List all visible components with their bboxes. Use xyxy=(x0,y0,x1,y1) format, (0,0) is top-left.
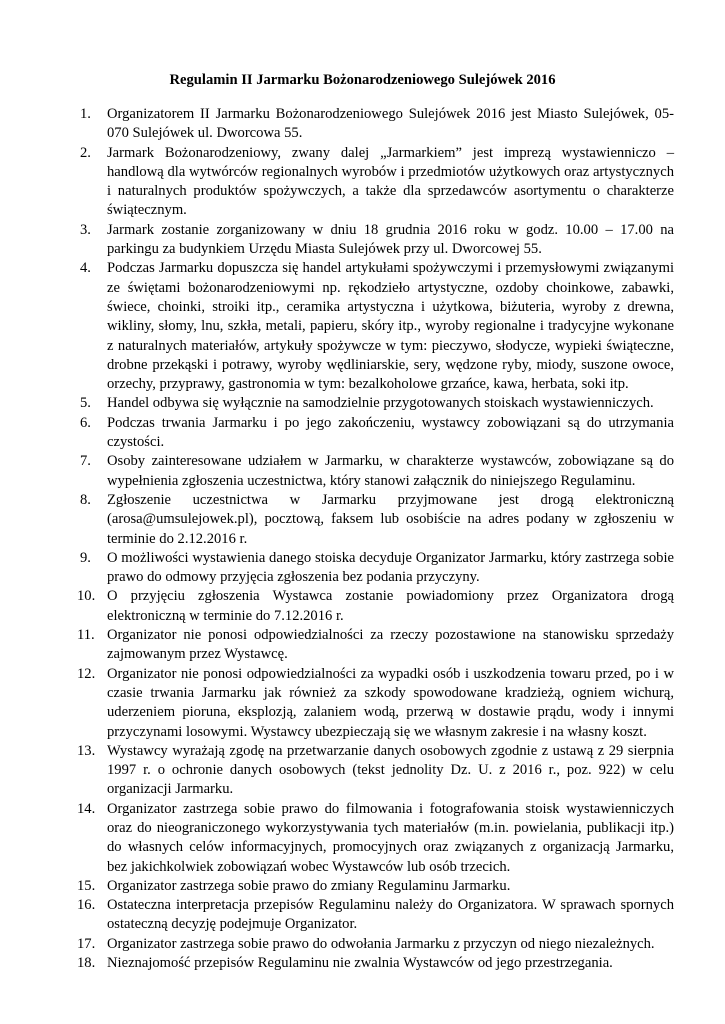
rule-item xyxy=(80,549,674,588)
rule-text: Zgłoszenie uczestnictwa w Jarmarku przyjmowane jest drogą elektroniczną (arosa@umsulejowek.pl), pocztową, faksem lub osobiście na adres podany w zgłoszeniu w terminie do 2.12.2016 r. xyxy=(107,491,674,547)
rules-list xyxy=(77,105,674,973)
rule-text: Jarmark Bożonarodzeniowy, zwany dalej „Jarmarkiem” jest imprezą wystawienniczo – handlową dla wytwórców regionalnych wyrobów i przedmiotów użytkowych oraz artystycznych i naturalnych produktów spożywczych, a także dla sprzedawców asortymentu o charakterze świątecznym. xyxy=(107,144,674,219)
rule-item xyxy=(77,742,674,800)
rule-text: Nieznajomość przepisów Regulaminu nie zwalnia Wystawców od jego przestrzegania. xyxy=(107,955,613,972)
rule-item xyxy=(77,954,674,973)
rule-item xyxy=(80,105,674,144)
rule-item xyxy=(80,144,674,221)
rule-number: 8. xyxy=(80,491,91,508)
document-title: Regulamin II Jarmarku Bożonarodzeniowego Sulejówek 2016 xyxy=(169,72,556,88)
rule-item xyxy=(77,877,674,896)
rule-item xyxy=(80,394,674,413)
rule-text: Osoby zainteresowane udziałem w Jarmarku, w charakterze wystawców, zobowiązane są do wypełnienia zgłoszenia uczestnictwa, który stanowi załącznik do niniejszego Regulaminu. xyxy=(107,453,674,489)
rule-number: 9. xyxy=(80,549,91,566)
rule-item xyxy=(77,896,674,935)
rule-text: Organizator zastrzega sobie prawo do zmiany Regulaminu Jarmarku. xyxy=(107,877,511,894)
rule-number: 16. xyxy=(77,897,96,914)
rule-number: 11. xyxy=(77,627,95,644)
rule-number: 15. xyxy=(77,877,96,894)
rule-number: 14. xyxy=(77,800,96,817)
rule-number: 3. xyxy=(80,221,91,238)
rule-number: 7. xyxy=(80,453,91,470)
rule-item xyxy=(80,452,674,491)
rule-text: Podczas trwania Jarmarku i po jego zakończeniu, wystawcy zobowiązani są do utrzymania czystości. xyxy=(107,414,674,451)
rule-text: Organizator zastrzega sobie prawo do filmowania i fotografowania stoisk wystawienniczych oraz do nieograniczonego wykorzystywania tych materiałów (m.in. powielania, publikacji itp.) do własnych celów informacyjnych, promocyjnych oraz związanych z organizacją Jarmarku, bez jakichkolwiek zobowiązań wobec Wystawców lub osób trzecich. xyxy=(107,800,674,875)
rule-item xyxy=(80,259,674,394)
rule-item xyxy=(77,665,674,742)
rule-text: Organizator nie ponosi odpowiedzialności za rzeczy pozostawione na stanowisku sprzedaży zajmowanym przez Wystawcę. xyxy=(107,627,674,663)
rule-number: 4. xyxy=(80,260,91,277)
rule-item xyxy=(77,800,674,877)
rule-number: 2. xyxy=(80,144,91,161)
rule-text: Ostateczna interpretacja przepisów Regulaminu należy do Organizatora. W sprawach spornych ostateczną decyzję podejmuje Organizator. xyxy=(107,897,674,933)
rule-text: Wystawcy wyrażają zgodę na przetwarzanie danych osobowych zgodnie z ustawą z 29 sierpnia 1997 r. o ochronie danych osobowych (tekst jednolity Dz. U. z 2016 r., poz. 922) w celu organizacji Jarmarku. xyxy=(107,742,674,798)
rule-text: Podczas Jarmarku dopuszcza się handel artykułami spożywczymi i przemysłowymi związanymi ze świętami bożonarodzeniowymi np. rękodzieło artystyczne, ozdoby choinkowe, zabawki, świece, choinki, stroiki itp., ceramika artystyczna i użytkowa, biżuteria, wyroby z drewna, wikliny, słomy, lnu, szkła, metali, papieru, skóry itp., wyroby regionalne i tradycyjne wykonane z naturalnych materiałów, artykuły spożywcze w tym: pieczywo, słodycze, wypieki świąteczne, drobne przekąski i potrawy, wyroby wędliniarskie, sery, wędzone ryby, miody, suszone owoce, orzechy, przyprawy, gastronomia w tym: bezalkoholowe grzańce, kawa, herbata, soki itp. xyxy=(107,260,674,393)
rule-text: O przyjęciu zgłoszenia Wystawca zostanie powiadomiony przez Organizatora drogą elektroniczną w terminie do 7.12.2016 r. xyxy=(107,588,674,624)
rule-number: 6. xyxy=(80,414,91,431)
rule-text: Organizatorem II Jarmarku Bożonarodzeniowego Sulejówek 2016 jest Miasto Sulejówek, 05-070 Sulejówek ul. Dworcowa 55. xyxy=(107,106,674,142)
rule-number: 13. xyxy=(77,742,96,759)
rule-item xyxy=(77,935,674,954)
rule-number: 18. xyxy=(77,955,96,972)
rule-text: Organizator zastrzega sobie prawo do odwołania Jarmarku z przyczyn od niego niezależnych. xyxy=(107,935,655,952)
rule-text: O możliwości wystawienia danego stoiska decyduje Organizator Jarmarku, który zastrzega sobie prawo do odmowy przyjęcia zgłoszenia bez podania przyczyny. xyxy=(107,549,674,586)
rule-item xyxy=(80,414,674,453)
rule-text: Jarmark zostanie zorganizowany w dniu 18 grudnia 2016 roku w godz. 10.00 – 17.00 na parkingu za budynkiem Urzędu Miasta Sulejówek przy ul. Dworcowej 55. xyxy=(107,221,674,258)
rule-item xyxy=(80,491,674,549)
rule-number: 1. xyxy=(80,106,91,122)
rule-number: 12. xyxy=(77,665,96,682)
rule-number: 10. xyxy=(77,588,96,605)
rule-item xyxy=(80,221,674,260)
rule-item xyxy=(77,626,674,665)
rule-text: Organizator nie ponosi odpowiedzialności za wypadki osób i uszkodzenia towaru przed, po i w czasie trwania Jarmarku jak również za szkody spowodowane kradzieżą, ogniem wichurą, uderzeniem pioruna, eksplozją, zalaniem wodą, przerwą w dostawie prądu, wody i innymi przyczynami losowymi. Wystawcy ubezpieczają się we własnym zakresie i na własny koszt. xyxy=(107,665,674,740)
rule-item xyxy=(77,587,674,626)
rule-number: 17. xyxy=(77,935,96,952)
rule-number: 5. xyxy=(80,395,91,412)
rule-text: Handel odbywa się wyłącznie na samodzielnie przygotowanych stoiskach wystawienniczych. xyxy=(107,395,654,412)
